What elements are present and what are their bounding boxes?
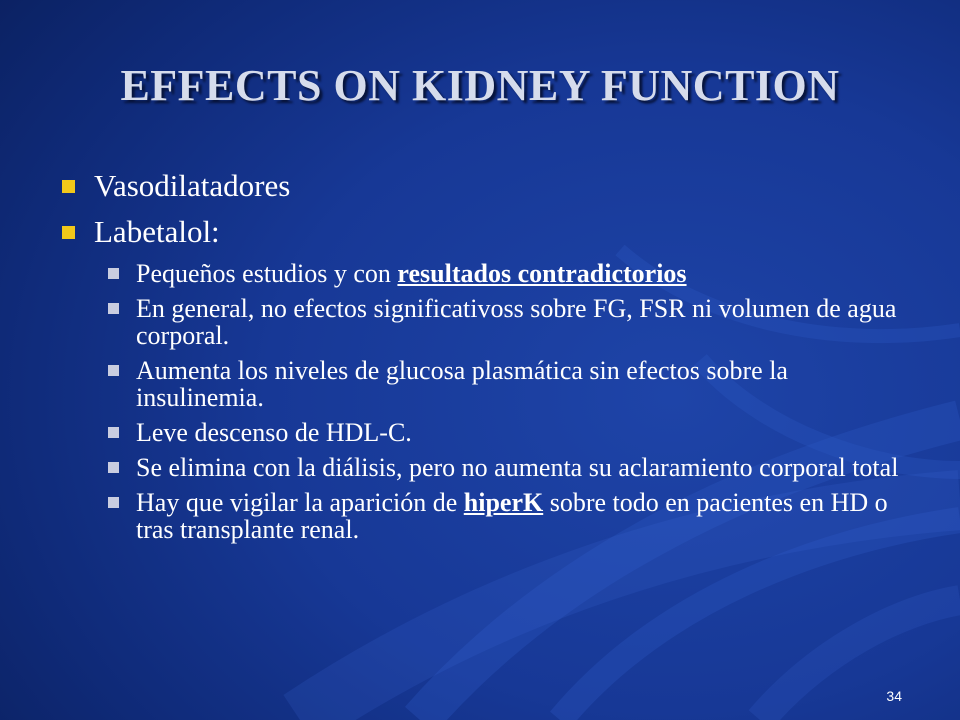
bullet-text: Vasodilatadores bbox=[94, 168, 291, 203]
bullet-labetalol bbox=[62, 214, 912, 250]
square-bullet-icon bbox=[108, 303, 119, 314]
sub-bullet-hiperk bbox=[62, 489, 912, 543]
square-bullet-icon bbox=[108, 462, 119, 473]
sub-bullet-estudios bbox=[62, 260, 912, 287]
sub-bullet-text: Se elimina con la diálisis, pero no aumenta su aclaramiento corporal total bbox=[136, 453, 899, 482]
sub-bullet-glucosa bbox=[62, 357, 912, 411]
sub-bullet-hdl bbox=[62, 419, 912, 446]
slide-content bbox=[62, 168, 912, 551]
bullet-text: Labetalol: bbox=[94, 214, 220, 249]
square-bullet-icon bbox=[62, 180, 75, 193]
sub-bullet-text: Aumenta los niveles de glucosa plasmática sin efectos sobre la insulinemia. bbox=[136, 356, 788, 412]
emphasis-text: hiperK bbox=[463, 488, 544, 517]
square-bullet-icon bbox=[108, 497, 119, 508]
square-bullet-icon bbox=[108, 427, 119, 438]
sub-bullet-text: En general, no efectos significativoss sobre FG, FSR ni volumen de agua corporal. bbox=[136, 294, 897, 350]
sub-bullet-efectos bbox=[62, 295, 912, 349]
sub-bullet-dialisis bbox=[62, 454, 912, 481]
square-bullet-icon bbox=[108, 365, 119, 376]
page-number: 34 bbox=[886, 688, 902, 704]
text-run: Hay que vigilar la aparición de bbox=[136, 488, 464, 517]
text-run: Pequeños estudios y con bbox=[136, 259, 398, 288]
emphasis-text: resultados contradictorios bbox=[397, 259, 687, 288]
text-run: sobre todo en pacientes en HD o tras transplante renal. bbox=[136, 488, 888, 544]
square-bullet-icon bbox=[62, 226, 75, 239]
sub-bullet-text: Leve descenso de HDL-C. bbox=[136, 418, 412, 447]
square-bullet-icon bbox=[108, 268, 119, 279]
bullet-vasodilatadores bbox=[62, 168, 912, 204]
slide-title: EFFECTS ON KIDNEY FUNCTION bbox=[120, 61, 840, 110]
sub-bullet-text bbox=[104, 489, 912, 543]
sub-bullet-text bbox=[104, 260, 912, 287]
